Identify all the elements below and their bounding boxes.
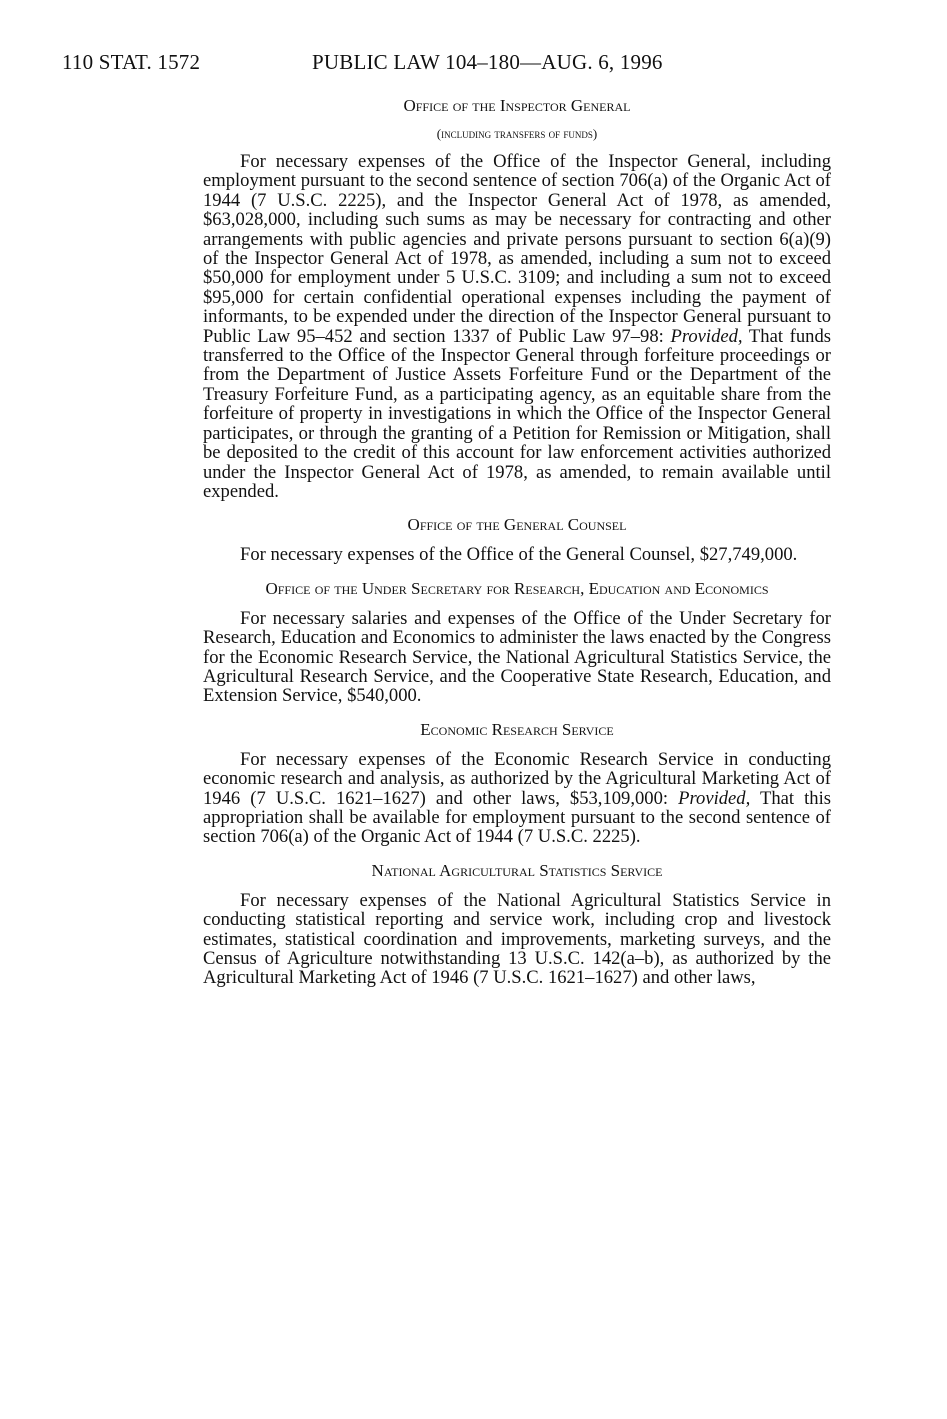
provided-term: Provided, <box>670 325 743 347</box>
section-paragraph: For necessary expenses of the National Agricultural Statistics Service in conducting statistical reporting and service work, including crop and livestock estimates, statistical coordination and improvements, marketing surveys, and the Census of Agriculture notwithstanding 13 U.S.C. 142(a–b), as authorized by the Agricultural Marketing Act of 1946 (7 U.S.C. 1621–1627) and other laws, <box>203 889 831 989</box>
section-heading: Office of the Inspector General <box>403 96 631 115</box>
section-paragraph: For necessary salaries and expenses of the Office of the Under Secretary for Research, Education and Economics to administer the laws enacted by the Congress for the Economic Research Service, the National Agricultural Statistics Service, the Agricultural Research Service, and the Cooperative State Research, Education, and Extension Service, $540,000. <box>203 607 831 707</box>
section-heading: Office of the Under Secretary for Research, Education and Economics <box>265 578 769 598</box>
public-law-reference: PUBLIC LAW 104–180—AUG. 6, 1996 <box>312 50 663 74</box>
provided-term: Provided, <box>678 787 751 809</box>
section-general-counsel <box>203 515 831 564</box>
section-heading: Economic Research Service <box>420 719 614 739</box>
section-paragraph <box>203 750 831 847</box>
paragraph-text: For necessary expenses of the Economic Research Service in conducting economic research and analysis, as authorized by the Agricultural Marketing Act of 1946 (7 U.S.C. 1621–1627) and other laws, $53,109,000: <box>203 748 831 809</box>
paragraph-text-continued: That funds transferred to the Office of the Inspector General through forfeiture proceedings or from the Department of Justice Assets Forfeiture Fund or the Department of the Treasury Forfeiture Fund, as a participating agency, as an equitable share from the forfeiture of property in investigations in which the Office of the Inspector General participates, or through the granting of a Petition for Remission or Mitigation, shall be deposited to the credit of this account for law enforcement activities authorized under the Inspector General Act of 1978, as amended, to remain available until expended. <box>203 325 831 502</box>
section-economic-research-service <box>203 720 831 847</box>
section-paragraph: For necessary expenses of the Office of the General Counsel, $27,749,000. <box>240 544 798 566</box>
section-subheading: (including transfers of funds) <box>436 126 598 141</box>
section-heading: National Agricultural Statistics Service <box>371 860 663 880</box>
section-paragraph <box>203 152 831 501</box>
section-under-secretary <box>203 579 831 706</box>
document-body <box>203 96 831 1002</box>
paragraph-text: For necessary expenses of the Office of the Inspector General, including employment pursuant to the second sentence of section 706(a) of the Organic Act of 1944 (7 U.S.C. 2225), and the Inspector General Act of 1978, as amended, $63,028,000, including such sums as may be necessary for contracting and other arrangements with public agencies and private persons pursuant to section 6(a)(9) of the Inspector General Act of 1978, as amended, including a sum not to exceed $50,000 for employment under 5 U.S.C. 3109; and including a sum not to exceed $95,000 for certain confidential operational expenses including the payment of informants, to be expended under the direction of the Inspector General pursuant to Public Law 95–452 and section 1337 of Public Law 97–98: <box>203 151 831 347</box>
section-nass <box>203 861 831 988</box>
paragraph-text-continued: That this appropriation shall be available for employment pursuant to the second sentence of section 706(a) of the Organic Act of 1944 (7 U.S.C. 2225). <box>203 787 831 848</box>
statute-reference: 110 STAT. 1572 <box>62 50 201 74</box>
page-header <box>62 50 762 75</box>
section-heading: Office of the General Counsel <box>407 515 627 535</box>
section-inspector-general <box>203 96 831 501</box>
